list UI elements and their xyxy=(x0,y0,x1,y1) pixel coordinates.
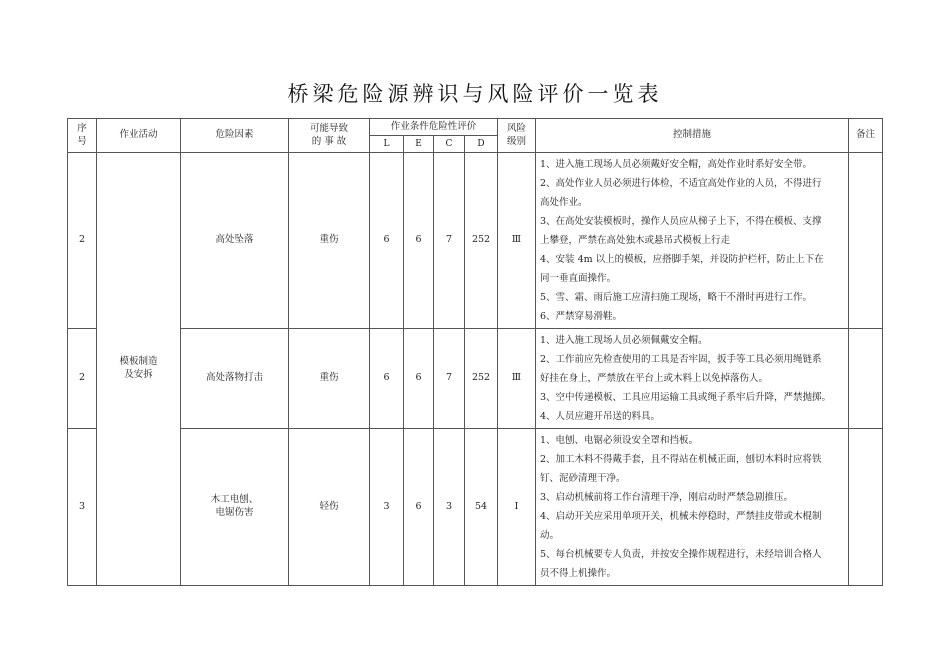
e-value: 6 xyxy=(404,429,434,586)
hazard-cell: 高处坠落 xyxy=(181,153,289,329)
control-measures: 1、进入施工现场人员必须戴好安全帽，高处作业时系好安全带。 2、高处作业人员必须进行体检，不适宜高处作业的人员，不得进行 高处作业。 3、在高处安装模板时，操作人员应从梯子上下，不得在模板、支撑 上攀登，严禁在高处独木或悬吊式模板上行走 4、安装 4m 以上的模板，应搭脚手架，并设防护栏杆，防止上下在 同一垂直面操作。 5、雪、霜、雨后施工应清扫施工现场，略干不滑时再进行工作。 6、严禁穿易滑鞋。 xyxy=(536,153,849,329)
remark-cell xyxy=(849,429,883,586)
d-value: 252 xyxy=(465,329,498,429)
remark-cell xyxy=(849,153,883,329)
table-row xyxy=(68,429,883,586)
header-D: D xyxy=(465,136,498,153)
consequence-cell: 重伤 xyxy=(289,153,370,329)
header-remark: 备注 xyxy=(849,119,883,153)
risk-level: Ⅰ xyxy=(498,429,536,586)
l-value: 3 xyxy=(370,429,404,586)
e-value: 6 xyxy=(404,329,434,429)
header-consequence: 可能导致 的 事 故 xyxy=(289,119,370,153)
header-E: E xyxy=(404,136,434,153)
header-L: L xyxy=(370,136,404,153)
c-value: 7 xyxy=(434,153,465,329)
l-value: 6 xyxy=(370,153,404,329)
header-activity: 作业活动 xyxy=(97,119,181,153)
header-eval-group: 作业条件危险性评价 xyxy=(370,119,498,136)
control-measures: 1、电刨、电锯必须设安全罩和挡板。 2、加工木料不得戴手套，且不得站在机械正面，刨切木料时应将铁 钉、泥砂清理干净。 3、启动机械前将工作台清理干净，刚启动时严禁急剧推压。 4、启动开关应采用单项开关，机械未停稳时，严禁挂皮带或木棍制 动。 5、每台机械要专人负责，并按安全操作规程进行，未经培训合格人 员不得上机操作。 xyxy=(536,429,849,586)
c-value: 7 xyxy=(434,329,465,429)
consequence-cell: 重伤 xyxy=(289,329,370,429)
risk-level: Ⅲ xyxy=(498,329,536,429)
header-seq: 序 号 xyxy=(68,119,97,153)
consequence-cell: 轻伤 xyxy=(289,429,370,586)
seq-cell: 2 xyxy=(68,329,97,429)
header-control: 控制措施 xyxy=(536,119,849,153)
hazard-cell: 木工电刨、 电锯伤害 xyxy=(181,429,289,586)
seq-cell: 2 xyxy=(68,153,97,329)
c-value: 3 xyxy=(434,429,465,586)
table-row xyxy=(68,329,883,429)
e-value: 6 xyxy=(404,153,434,329)
header-C: C xyxy=(434,136,465,153)
control-measures: 1、进入施工现场人员必须佩戴安全帽。 2、工作前应先检查使用的工具是否牢固，扳手等工具必须用绳链系 好挂在身上，严禁放在平台上或木料上以免掉落伤人。 3、空中传递模板、工具应用运输工具或绳子系牢后升降，严禁抛掷。 4、人员应避开吊送的料具。 xyxy=(536,329,849,429)
d-value: 252 xyxy=(465,153,498,329)
header-hazard: 危险因素 xyxy=(181,119,289,153)
table-row xyxy=(68,153,883,329)
remark-cell xyxy=(849,329,883,429)
seq-cell: 3 xyxy=(68,429,97,586)
page-title: 桥梁危险源辨识与风险评价一览表 xyxy=(287,82,663,106)
d-value: 54 xyxy=(465,429,498,586)
hazard-cell: 高处落物打击 xyxy=(181,329,289,429)
l-value: 6 xyxy=(370,329,404,429)
header-risk: 风险 级别 xyxy=(498,119,536,153)
risk-table xyxy=(67,118,883,586)
risk-level: Ⅲ xyxy=(498,153,536,329)
activity-cell: 模板制造 及安拆 xyxy=(97,153,181,586)
